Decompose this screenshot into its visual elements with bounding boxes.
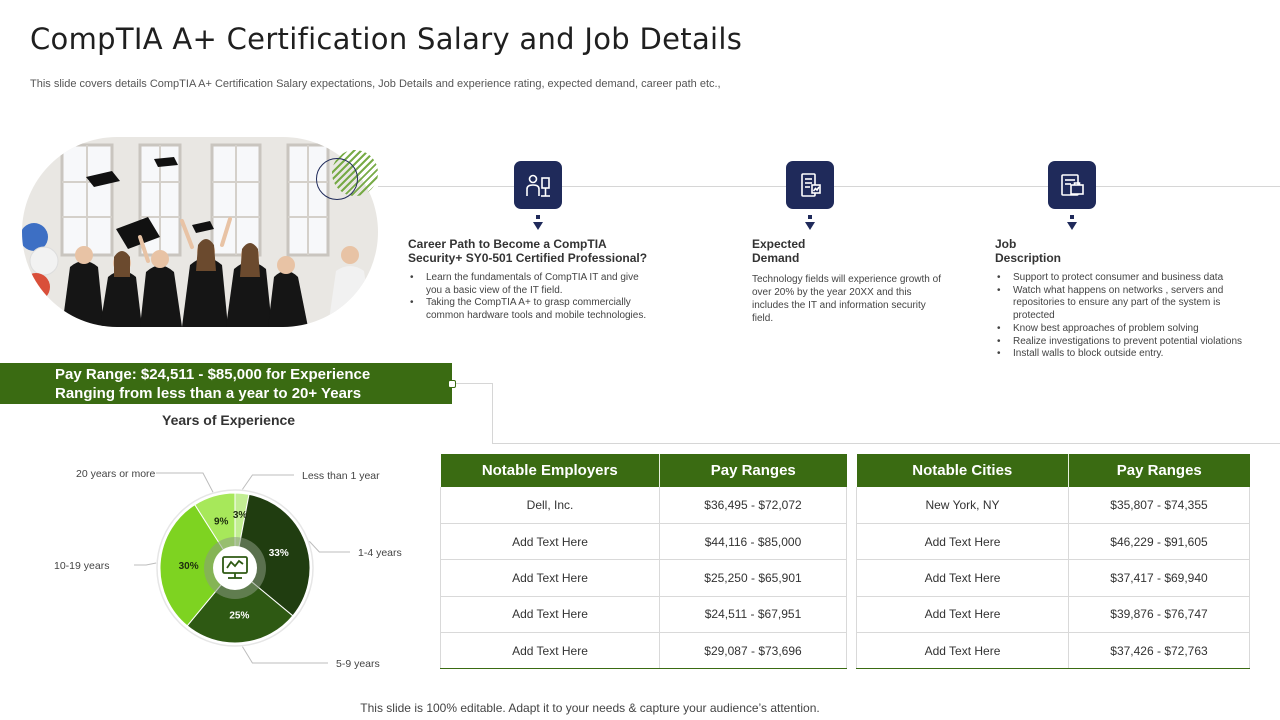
table-row [441,633,847,669]
expected-demand-heading [752,237,805,265]
job-description-list [995,272,1270,361]
table-row [857,560,1250,596]
table-row [857,596,1250,632]
pie-value-label: 33% [268,548,289,560]
career-path-heading [408,237,647,265]
table-cell: Add Text Here [441,596,660,632]
connector-line [456,383,492,384]
table-cell: Dell, Inc. [441,487,660,523]
timeline-pin-icon [805,215,815,235]
pie-callout-line [134,563,156,565]
chart-center-disc [213,546,257,590]
table-row [441,523,847,559]
page-subtitle: This slide covers details CompTIA A+ Certification Salary expectations, Job Details and experience rating, expected demand, career path etc., [30,78,721,90]
job-heading-line2: Description [995,251,1062,265]
list-item: • Watch what happens on networks , servers and repositories to ensure any part of the system is protected [995,285,1270,323]
table-row [441,560,847,596]
expected-demand-text: Technology fields will experience growth of over 20% by the year 20XX and this includes the IT and information security field. [752,274,941,324]
table-cell: $29,087 - $73,696 [660,633,847,669]
table-cell: Add Text Here [441,560,660,596]
table-row [857,487,1250,523]
table-cell: $37,417 - $69,940 [1069,560,1250,596]
table-cell: $35,807 - $74,355 [1069,487,1250,523]
cities-table [856,454,1250,669]
connector-line [492,443,1280,444]
table-cell: $25,250 - $65,901 [660,560,847,596]
pie-value-label: 9% [213,516,229,528]
engineer-icon [514,161,562,209]
list-item: • Know best approaches of problem solving [995,323,1270,336]
table-cell: $24,511 - $67,951 [660,596,847,632]
table-cell: Add Text Here [857,560,1069,596]
timeline-pin-icon [1067,215,1077,235]
table-cell: $44,116 - $85,000 [660,523,847,559]
experience-pie-chart [0,440,440,680]
table-cell: $46,229 - $91,605 [1069,523,1250,559]
table-cell: $36,495 - $72,072 [660,487,847,523]
pie-category-label: 1-4 years [358,547,402,559]
pay-ranges-header: Pay Ranges [1069,454,1250,487]
chart-title: Years of Experience [162,412,296,428]
career-heading-line1: Career Path to Become a CompTIA [408,237,607,251]
pie-callout-line [242,647,328,663]
job-heading-line1: Job [995,237,1017,251]
table-cell: $39,876 - $76,747 [1069,596,1250,632]
table-row [857,633,1250,669]
table-row [441,596,847,632]
table-cell: Add Text Here [441,523,660,559]
pay-range-banner [0,363,452,404]
pie-callout-line [242,475,294,489]
ring-decoration [316,158,358,200]
pie-callout-line [156,473,213,492]
list-item: • Taking the CompTIA A+ to grasp commercially common hardware tools and mobile technologies. [408,297,648,322]
pie-category-label: 10-19 years [54,560,110,572]
pie-value-label: 30% [178,561,199,573]
pay-range-line1: Pay Range: $24,511 - $85,000 for Experience [55,366,371,383]
career-heading-line2: Security+ SY0-501 Certified Professional? [408,251,648,265]
connector-node [448,380,456,388]
table-cell: Add Text Here [857,596,1069,632]
report-icon [786,161,834,209]
employers-header: Notable Employers [441,454,660,487]
briefcase-icon [1048,161,1096,209]
demand-heading-line1: Expected [752,237,806,251]
table-cell: New York, NY [857,487,1069,523]
career-path-list [408,272,648,323]
job-description-heading [995,237,1061,265]
list-item: • Install walls to block outside entry. [995,348,1270,361]
table-row [857,523,1250,559]
pie-category-label: Less than 1 year [302,470,380,482]
list-item: • Support to protect consumer and business data [995,272,1270,285]
pie-category-label: 5-9 years [336,658,380,670]
employers-table [440,454,847,669]
pie-value-label: 25% [229,610,250,622]
pie-value-label: 3% [232,510,248,522]
cities-header: Notable Cities [857,454,1069,487]
demand-heading-line2: Demand [752,251,800,265]
list-item: • Realize investigations to prevent potential violations [995,336,1270,349]
table-cell: Add Text Here [857,633,1069,669]
table-cell: Add Text Here [441,633,660,669]
connector-line [492,383,493,444]
pie-callout-line [309,541,350,552]
footer-note: This slide is 100% editable. Adapt it to your needs & capture your audience’s attention. [360,701,820,715]
list-item: • Learn the fundamentals of CompTIA IT and give you a basic view of the IT field. [408,272,648,297]
table-cell: Add Text Here [857,523,1069,559]
table-cell: $37,426 - $72,763 [1069,633,1250,669]
pay-ranges-header: Pay Ranges [660,454,847,487]
page-title: CompTIA A+ Certification Salary and Job Details [30,22,743,56]
pay-range-line2: Ranging from less than a year to 20+ Years [55,385,362,402]
pie-category-label: 20 years or more [76,468,156,480]
table-row [441,487,847,523]
timeline-pin-icon [533,215,543,235]
